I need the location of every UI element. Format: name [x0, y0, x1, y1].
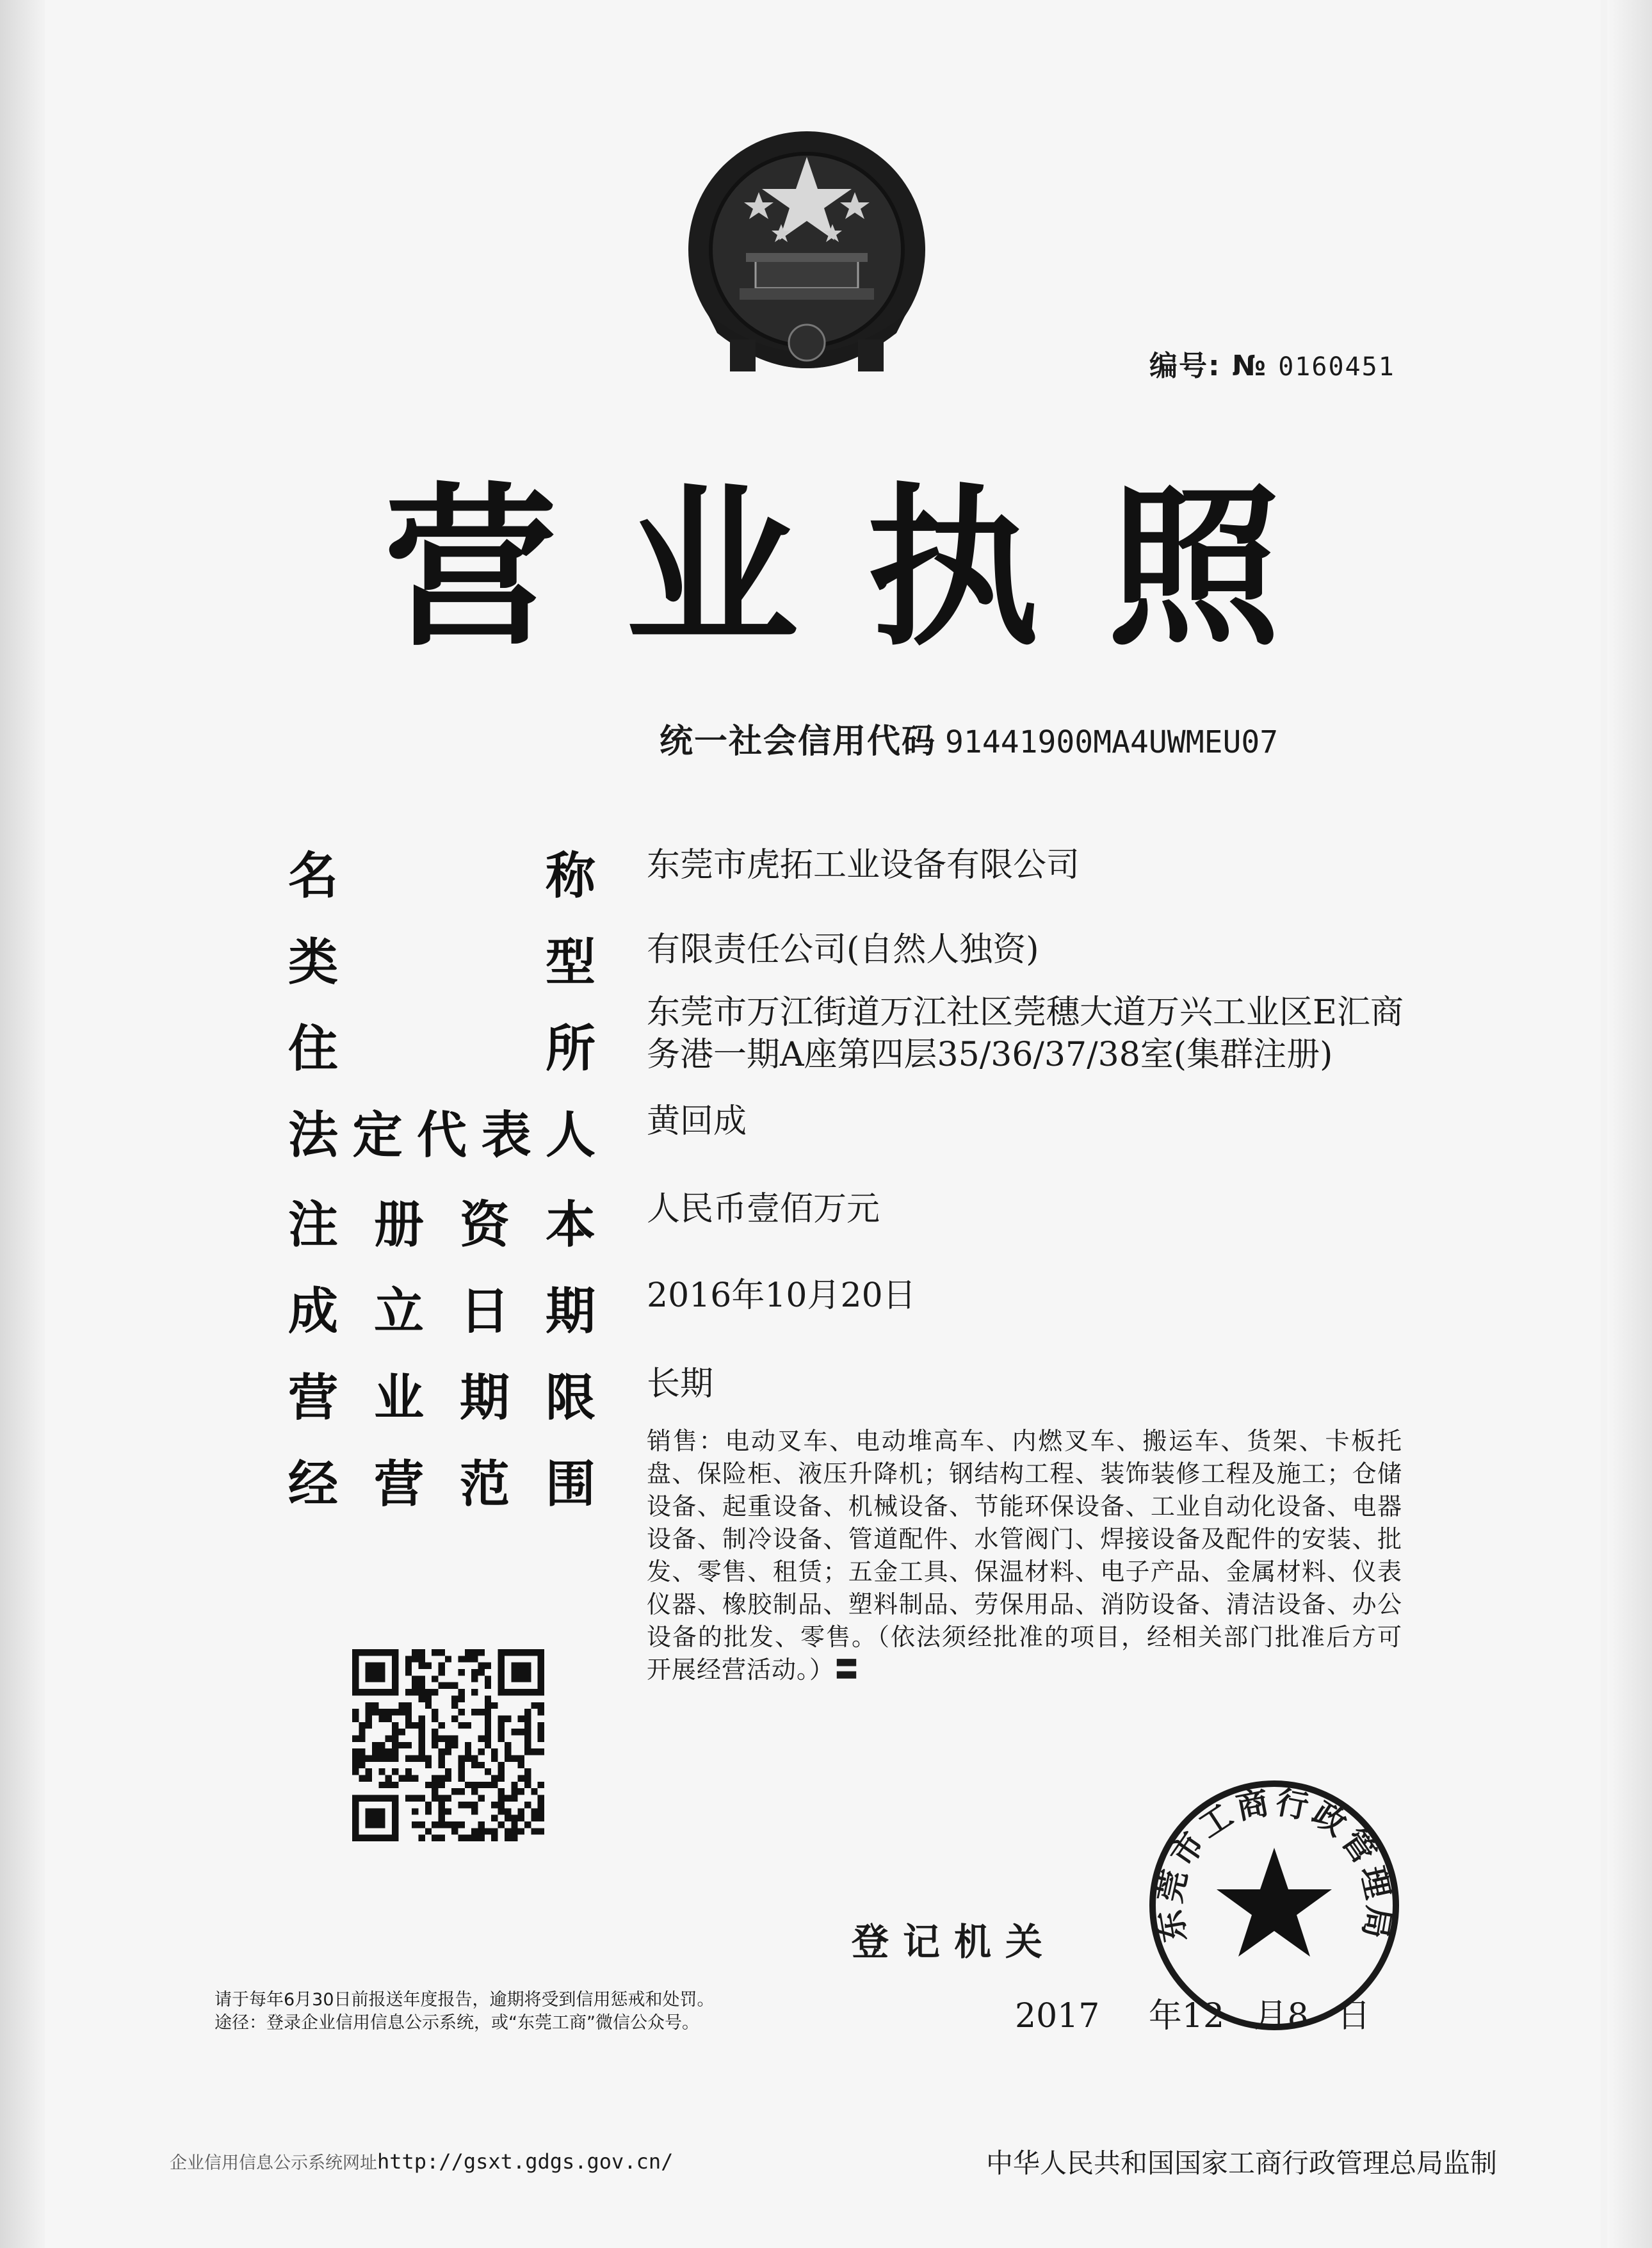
- issue-year-unit: 年: [1148, 1997, 1182, 2035]
- label-char: 立: [373, 1283, 424, 1340]
- credit-website: [170, 2149, 673, 2174]
- label-char: 经: [288, 1456, 339, 1513]
- label-char: 表: [481, 1107, 531, 1164]
- serial-value: 0160451: [1278, 352, 1395, 382]
- supervision-note: 中华人民共和国国家工商行政管理总局监制: [986, 2147, 1498, 2179]
- label-char: 注: [288, 1196, 339, 1254]
- issue-day-unit: 日: [1337, 1997, 1371, 2035]
- label-char: 类: [288, 934, 339, 991]
- address-line: 务港一期A座第四层35/36/37/38室(集群注册): [647, 1036, 1333, 1074]
- label-char: 业: [373, 1369, 424, 1427]
- label-char: 成: [288, 1283, 339, 1340]
- credit-code-label: 统一社会信用代码: [660, 722, 937, 761]
- scope-label: [288, 1444, 595, 1516]
- label-char: 所: [545, 1020, 595, 1078]
- label-char: 称: [545, 847, 595, 905]
- address-label: [288, 1009, 595, 1080]
- address-value: [647, 991, 1415, 1076]
- name-value: 东莞市虎拓工业设备有限公司: [647, 846, 1080, 884]
- name-label: [288, 836, 595, 908]
- website-url[interactable]: http://gsxt.gdgs.gov.cn/: [377, 2149, 674, 2174]
- label-char: 范: [459, 1456, 510, 1513]
- title-char: 执: [866, 468, 1040, 669]
- title-char: 照: [1107, 468, 1281, 669]
- label-char: 日: [459, 1283, 510, 1340]
- capital-label: [288, 1185, 595, 1257]
- qr-code[interactable]: [352, 1649, 544, 1841]
- issue-month: 12: [1181, 1997, 1225, 2035]
- label-char: 营: [288, 1369, 339, 1427]
- label-char: 营: [373, 1456, 424, 1513]
- term-label: [288, 1358, 595, 1429]
- type-label: [288, 922, 595, 994]
- seal-text: 东莞市工商行政管理局: [1151, 1783, 1398, 1945]
- credit-code-line: [660, 714, 1278, 762]
- label-char: 本: [545, 1196, 595, 1254]
- scope-value: 销售：电动叉车、电动堆高车、内燃叉车、搬运车、货架、卡板托盘、保险柜、液压升降机；钢结构工程、装饰装修工程及施工；仓储设备、起重设备、机械设备、节能环保设备、工业自动化设备、电器设备、制冷设备、管道配件、水管阀门、焊接设备及配件的安装、批发、零售、租赁；五金工具、保温材料、电子产品、金属材料、仪表仪器、橡胶制品、塑料制品、劳保用品、消防设备、清洁设备、办公设备的批发、零售。（依法须经批准的项目，经相关部门批准后方可开展经营活动。）〓: [647, 1427, 1402, 1684]
- issue-day: 8: [1287, 1997, 1309, 2035]
- label-char: 限: [545, 1369, 595, 1427]
- label-char: 型: [545, 934, 595, 991]
- label-char: 人: [545, 1107, 595, 1164]
- capital-value: 人民币壹佰万元: [647, 1190, 880, 1228]
- title-char: 营: [384, 468, 557, 669]
- label-char: 资: [459, 1196, 510, 1254]
- label-char: 住: [288, 1020, 339, 1078]
- issue-year: 2017: [1015, 1997, 1100, 2035]
- annual-report-notice: [215, 1989, 715, 2035]
- official-seal: [1140, 1771, 1409, 2040]
- legal-rep-label: [288, 1095, 595, 1167]
- label-char: 名: [288, 847, 339, 905]
- scan-edge-shadow: [1607, 0, 1652, 2248]
- registration-authority-label: 登记机关: [852, 1920, 1057, 1964]
- address-line: 东莞市万江街道万江社区莞穗大道万兴工业区E汇商: [647, 993, 1404, 1032]
- label-char: 册: [373, 1196, 424, 1254]
- label-char: 法: [288, 1107, 339, 1164]
- notice-line: 请于每年6月30日前报送年度报告，逾期将受到信用惩戒和处罚。: [215, 1990, 715, 2010]
- legal-rep-value: 黄回成: [647, 1102, 747, 1141]
- label-char: 代: [416, 1107, 467, 1164]
- website-label: 企业信用信息公示系统网址: [170, 2153, 377, 2173]
- credit-code-value: 91441900MA4UWMEU07: [945, 724, 1279, 760]
- label-char: 围: [545, 1456, 595, 1513]
- title-char: 业: [625, 468, 798, 669]
- national-emblem: [669, 122, 944, 397]
- serial-prefix: №: [1231, 350, 1267, 382]
- founded-label: [288, 1271, 595, 1343]
- label-char: 定: [352, 1107, 403, 1164]
- label-char: 期: [545, 1283, 595, 1340]
- notice-line: 途径：登录企业信用信息公示系统，或“东莞工商”微信公众号。: [215, 2013, 699, 2033]
- issue-month-unit: 月: [1254, 1997, 1288, 2035]
- scan-fold-shadow: [0, 0, 45, 2248]
- label-char: 期: [459, 1369, 510, 1427]
- document-title: [384, 448, 1281, 669]
- type-value: 有限责任公司(自然人独资): [647, 931, 1039, 969]
- founded-value: 2016年10月20日: [647, 1276, 916, 1315]
- serial-label: 编号:: [1149, 350, 1221, 382]
- term-value: 长期: [647, 1365, 714, 1403]
- serial-number: [1149, 343, 1395, 384]
